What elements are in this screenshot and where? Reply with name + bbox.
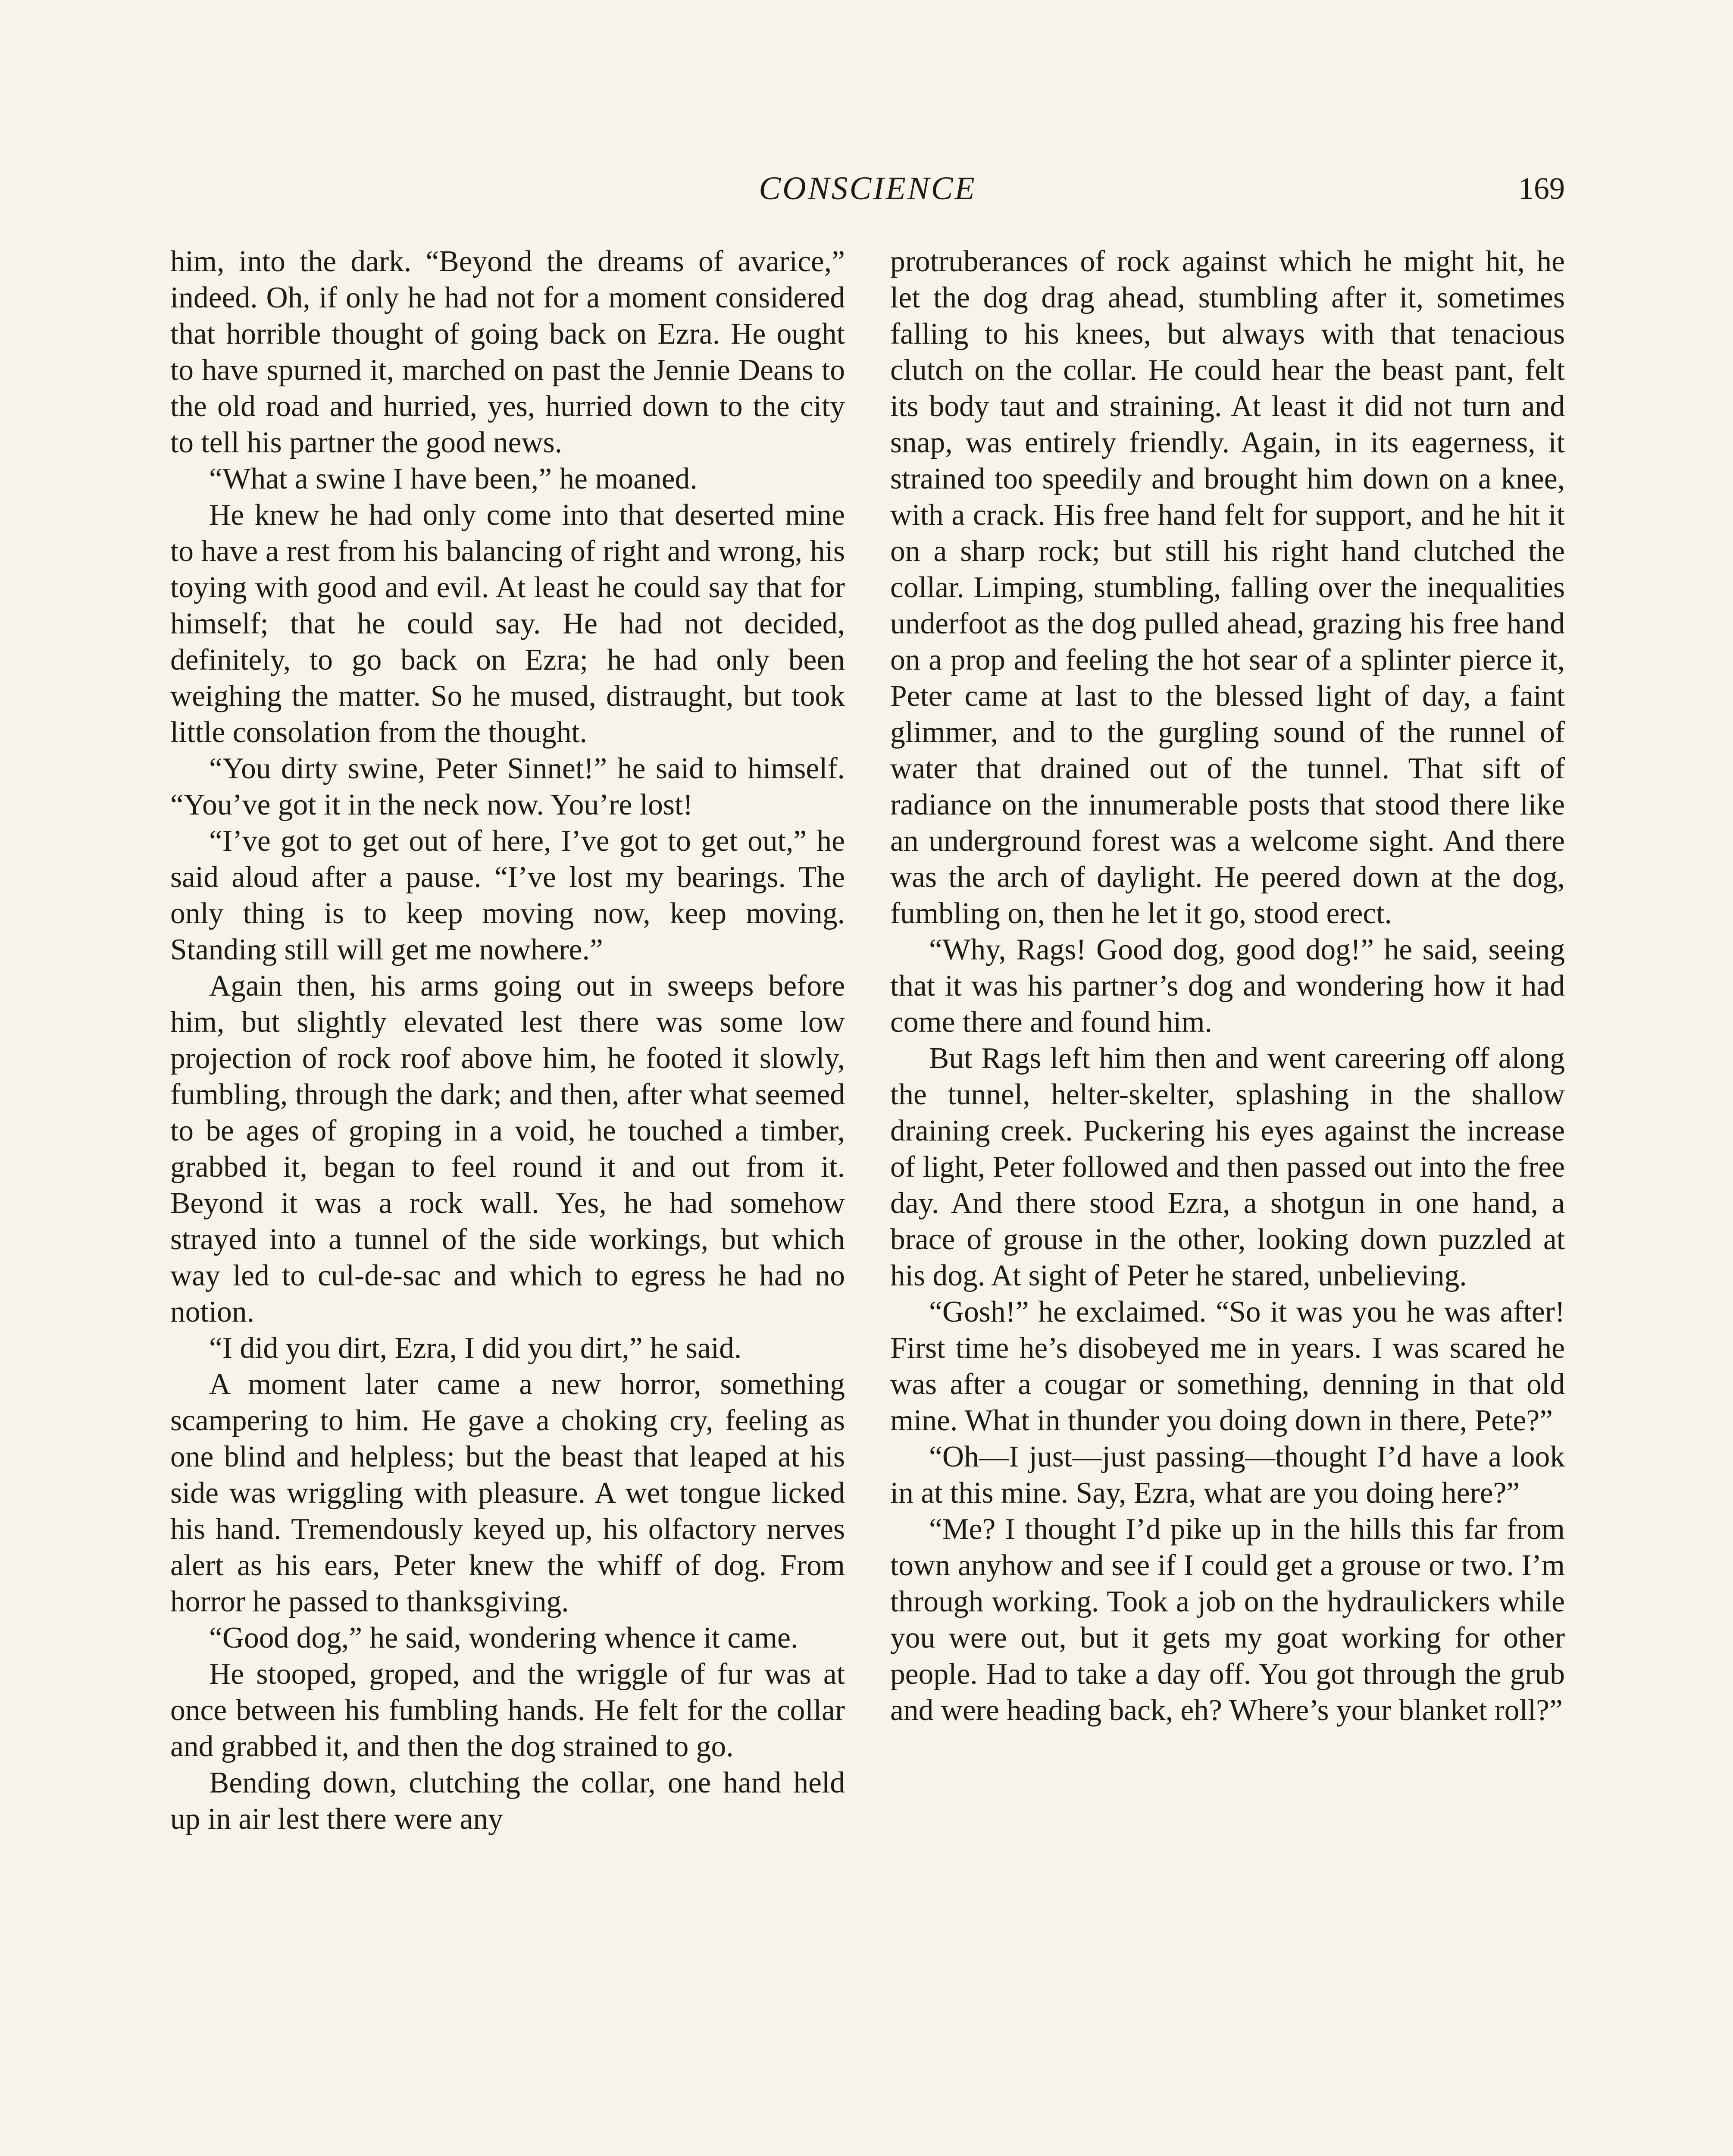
left-text-column	[170, 244, 845, 1837]
paragraph: He knew he had only come into that deserted mine to have a rest from his balancing of right and wrong, his toying with good and evil. At least he could say that for himself; that he could say. He had not decided, definitely, to go back on Ezra; he had only been weighing the matter. So he mused, distraught, but took little consolation from the thought.	[170, 498, 845, 749]
paragraph: “Me? I thought I’d pike up in the hills this far from town anyhow and see if I could get a grouse or two. I’m through working. Took a job on the hydraulickers while you were out, but it gets my goat working for other people. Had to take a day off. You got through the grub and were heading back, eh? Where’s your blanket roll?”	[890, 1513, 1565, 1727]
paragraph: “Oh—I just—just passing—thought I’d have a look in at this mine. Say, Ezra, what are you doing here?”	[890, 1440, 1565, 1510]
paragraph: “I did you dirt, Ezra, I did you dirt,” he said.	[209, 1332, 742, 1365]
paragraph: “What a swine I have been,” he moaned.	[209, 462, 698, 495]
paragraph: “Why, Rags! Good dog, good dog!” he said, seeing that it was his partner’s dog and wondering how it had come there and found him.	[890, 933, 1565, 1039]
paragraph: “Good dog,” he said, wondering whence it came.	[209, 1621, 798, 1655]
paragraph: Again then, his arms going out in sweeps before him, but slightly elevated lest there was some low projection of rock roof above him, he footed it slowly, fumbling, through the dark; and then, after what seemed to be ages of groping in a void, he touched a timber, grabbed it, began to feel round it and out from it. Beyond it was a rock wall. Yes, he had somehow strayed into a tunnel of the side workings, but which way led to cul-de-sac and which to egress he had no notion.	[170, 969, 845, 1329]
running-title: CONSCIENCE	[759, 170, 976, 207]
paragraph: protruberances of rock against which he might hit, he let the dog drag ahead, stumbling after it, sometimes falling to his knees, but always with that tenacious clutch on the collar. He could hear the beast pant, felt its body taut and straining. At least it did not turn and snap, was entirely friendly. Again, in its eagerness, it strained too speedily and brought him down on a knee, with a crack. His free hand felt for support, and he hit it on a sharp rock; but still his right hand clutched the collar. Limping, stumbling, falling over the inequalities underfoot as the dog pulled ahead, grazing his free hand on a prop and feeling the hot sear of a splinter pierce it, Peter came at last to the blessed light of day, a faint glimmer, and to the gurgling sound of the runnel of water that drained out of the tunnel. That sift of radiance on the innumerable posts that stood there like an underground forest was a welcome sight. And there was the arch of daylight. He peered down at the dog, fumbling on, then he let it go, stood erect.	[890, 245, 1565, 930]
right-text-column	[890, 244, 1565, 1729]
paragraph: He stooped, groped, and the wriggle of fur was at once between his fumbling hands. He felt for the collar and grabbed it, and then the dog strained to go.	[170, 1658, 845, 1763]
paragraph: “I’ve got to get out of here, I’ve got to get out,” he said aloud after a pause. “I’ve lost my bearings. The only thing is to keep moving now, keep moving. Standing still will get me nowhere.”	[170, 824, 845, 966]
paragraph: him, into the dark. “Beyond the dreams of avarice,” indeed. Oh, if only he had not for a moment considered that horrible thought of going back on Ezra. He ought to have spurned it, marched on past the Jennie Deans to the old road and hurried, yes, hurried down to the city to tell his partner the good news.	[170, 245, 845, 459]
paragraph: “Gosh!” he exclaimed. “So it was you he was after! First time he’s disobeyed me in years. I was scared he was after a cougar or something, denning in that old mine. What in thunder you doing down in there, Pete?”	[890, 1295, 1565, 1437]
paragraph: “You dirty swine, Peter Sinnet!” he said to himself. “You’ve got it in the neck now. You’re lost!	[170, 752, 845, 821]
paragraph: But Rags left him then and went careering off along the tunnel, helter-skelter, splashing in the shallow draining creek. Puckering his eyes against the increase of light, Peter followed and then passed out into the free day. And there stood Ezra, a shotgun in one hand, a brace of grouse in the other, looking down puzzled at his dog. At sight of Peter he stared, unbelieving.	[890, 1042, 1565, 1292]
page-number: 169	[1518, 171, 1565, 206]
paragraph: A moment later came a new horror, something scampering to him. He gave a choking cry, feeling as one blind and helpless; but the beast that leaped at his side was wriggling with pleasure. A wet tongue licked his hand. Tremendously keyed up, his olfactory nerves alert as his ears, Peter knew the whiff of dog. From horror he passed to thanksgiving.	[170, 1368, 845, 1618]
running-head	[170, 169, 1565, 208]
paragraph: Bending down, clutching the collar, one hand held up in air lest there were any	[170, 1766, 845, 1836]
